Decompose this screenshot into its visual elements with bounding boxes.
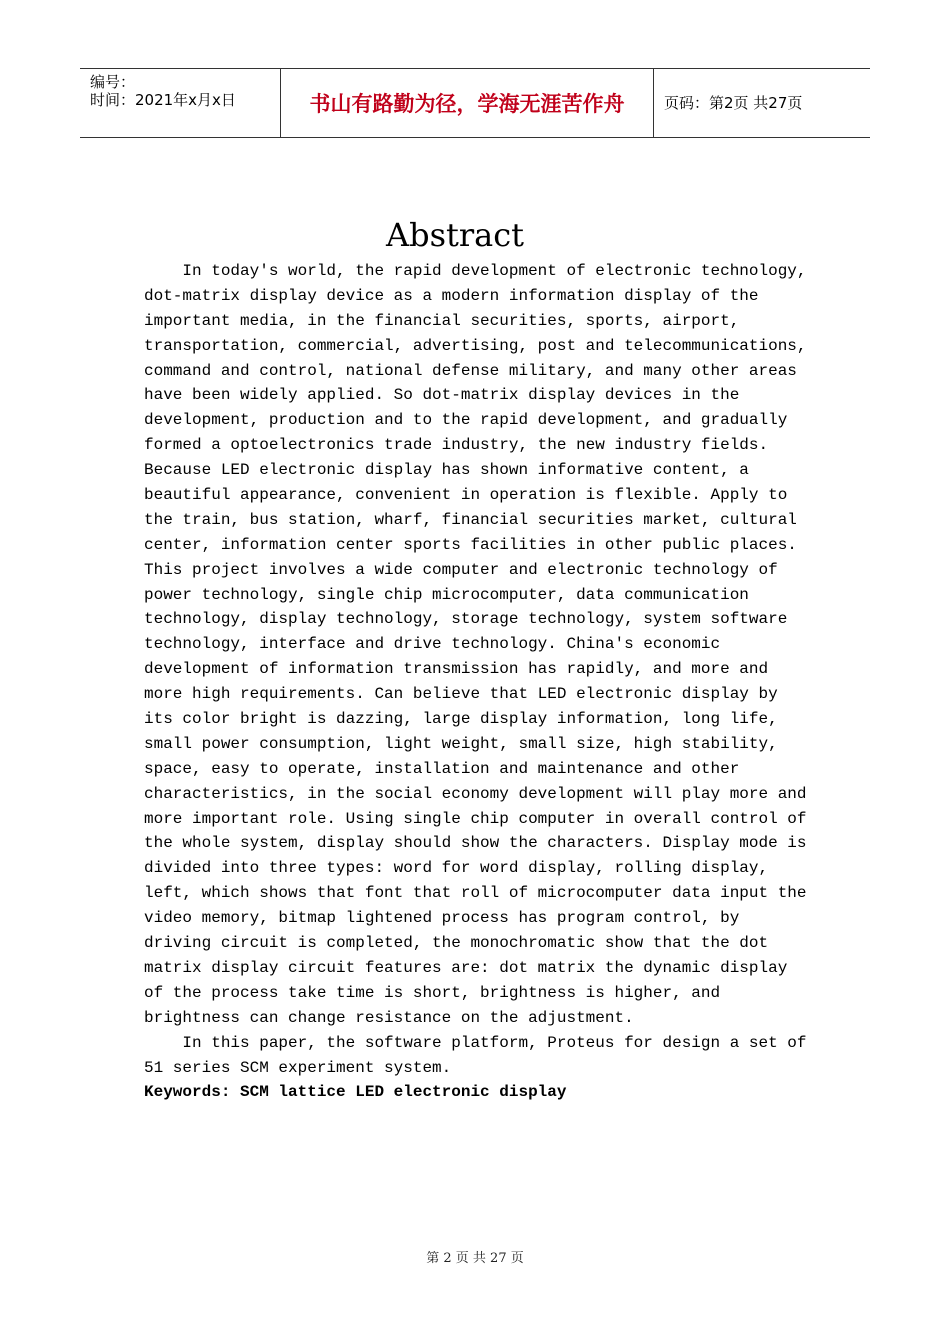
abstract-line: development, production and to the rapid development, and gradually <box>144 411 788 430</box>
abstract-line: small power consumption, light weight, small size, high stability, <box>144 734 778 753</box>
document-header <box>80 68 870 138</box>
abstract-line: power technology, single chip microcomputer, data communication <box>144 585 749 604</box>
abstract-title: Abstract <box>385 216 525 254</box>
abstract-line: left, which shows that font that roll of microcomputer data input the <box>144 884 807 903</box>
abstract-line: In today's world, the rapid development of electronic technology, <box>144 262 807 280</box>
abstract-line: of the process take time is short, brightness is higher, and <box>144 983 721 1002</box>
number-label: 编号： <box>90 73 136 91</box>
page-footer: 第 2 页 共 27 页 <box>426 1251 524 1266</box>
abstract-line: command and control, national defense military, and many other areas <box>144 361 797 380</box>
abstract-line: space, easy to operate, installation and maintenance and other <box>144 759 740 778</box>
abstract-line: This project involves a wide computer and electronic technology of <box>144 560 778 579</box>
abstract-line: the whole system, display should show the characters. Display mode is <box>144 834 807 853</box>
abstract-line: divided into three types: word for word display, rolling display, <box>144 859 769 878</box>
abstract-line: more important role. Using single chip computer in overall control of <box>144 809 807 828</box>
abstract-line: the train, bus station, wharf, financial securities market, cultural <box>144 510 797 529</box>
page-info: 页码：第2页 共27页 <box>664 94 803 112</box>
abstract-line: transportation, commercial, advertising, post and telecommunications, <box>144 336 807 355</box>
keywords-line: Keywords: SCM lattice LED electronic display <box>144 1083 567 1102</box>
abstract-line: dot-matrix display device as a modern information display of the <box>144 286 759 305</box>
abstract-line: formed a optoelectronics trade industry, the new industry fields. <box>144 436 769 455</box>
abstract-line: center, information center sports facilities in other public places. <box>144 535 797 554</box>
abstract-line: 51 series SCM experiment system. <box>144 1058 452 1077</box>
abstract-line: driving circuit is completed, the monochromatic show that the dot <box>144 934 769 953</box>
abstract-line: characteristics, in the social economy development will play more and <box>144 784 807 803</box>
abstract-line: technology, display technology, storage technology, system software <box>144 610 788 629</box>
header-meta-cell <box>80 69 281 137</box>
abstract-line: brightness can change resistance on the adjustment. <box>144 1008 634 1027</box>
abstract-body <box>144 259 824 1105</box>
abstract-line: development of information transmission has rapidly, and more and <box>144 660 769 679</box>
abstract-line: beautiful appearance, convenient in operation is flexible. Apply to <box>144 486 788 505</box>
abstract-line: important media, in the financial securities, sports, airport, <box>144 311 740 330</box>
abstract-line: have been widely applied. So dot-matrix display devices in the <box>144 386 740 405</box>
abstract-line: Because LED electronic display has shown informative content, a <box>144 461 749 480</box>
abstract-line: In this paper, the software platform, Proteus for design a set of <box>144 1033 807 1052</box>
time-label: 时间：2021年x月x日 <box>90 91 236 109</box>
motto: 书山有路勤为径，学海无涯苦作舟 <box>309 92 625 116</box>
abstract-line: technology, interface and drive technology. China's economic <box>144 635 721 654</box>
header-page-cell <box>654 69 870 137</box>
abstract-line: video memory, bitmap lightened process has program control, by <box>144 909 740 928</box>
abstract-line: its color bright is dazzing, large display information, long life, <box>144 710 778 729</box>
abstract-line: more high requirements. Can believe that LED electronic display by <box>144 685 778 704</box>
header-motto-cell <box>281 69 654 137</box>
abstract-line: matrix display circuit features are: dot matrix the dynamic display <box>144 958 788 977</box>
